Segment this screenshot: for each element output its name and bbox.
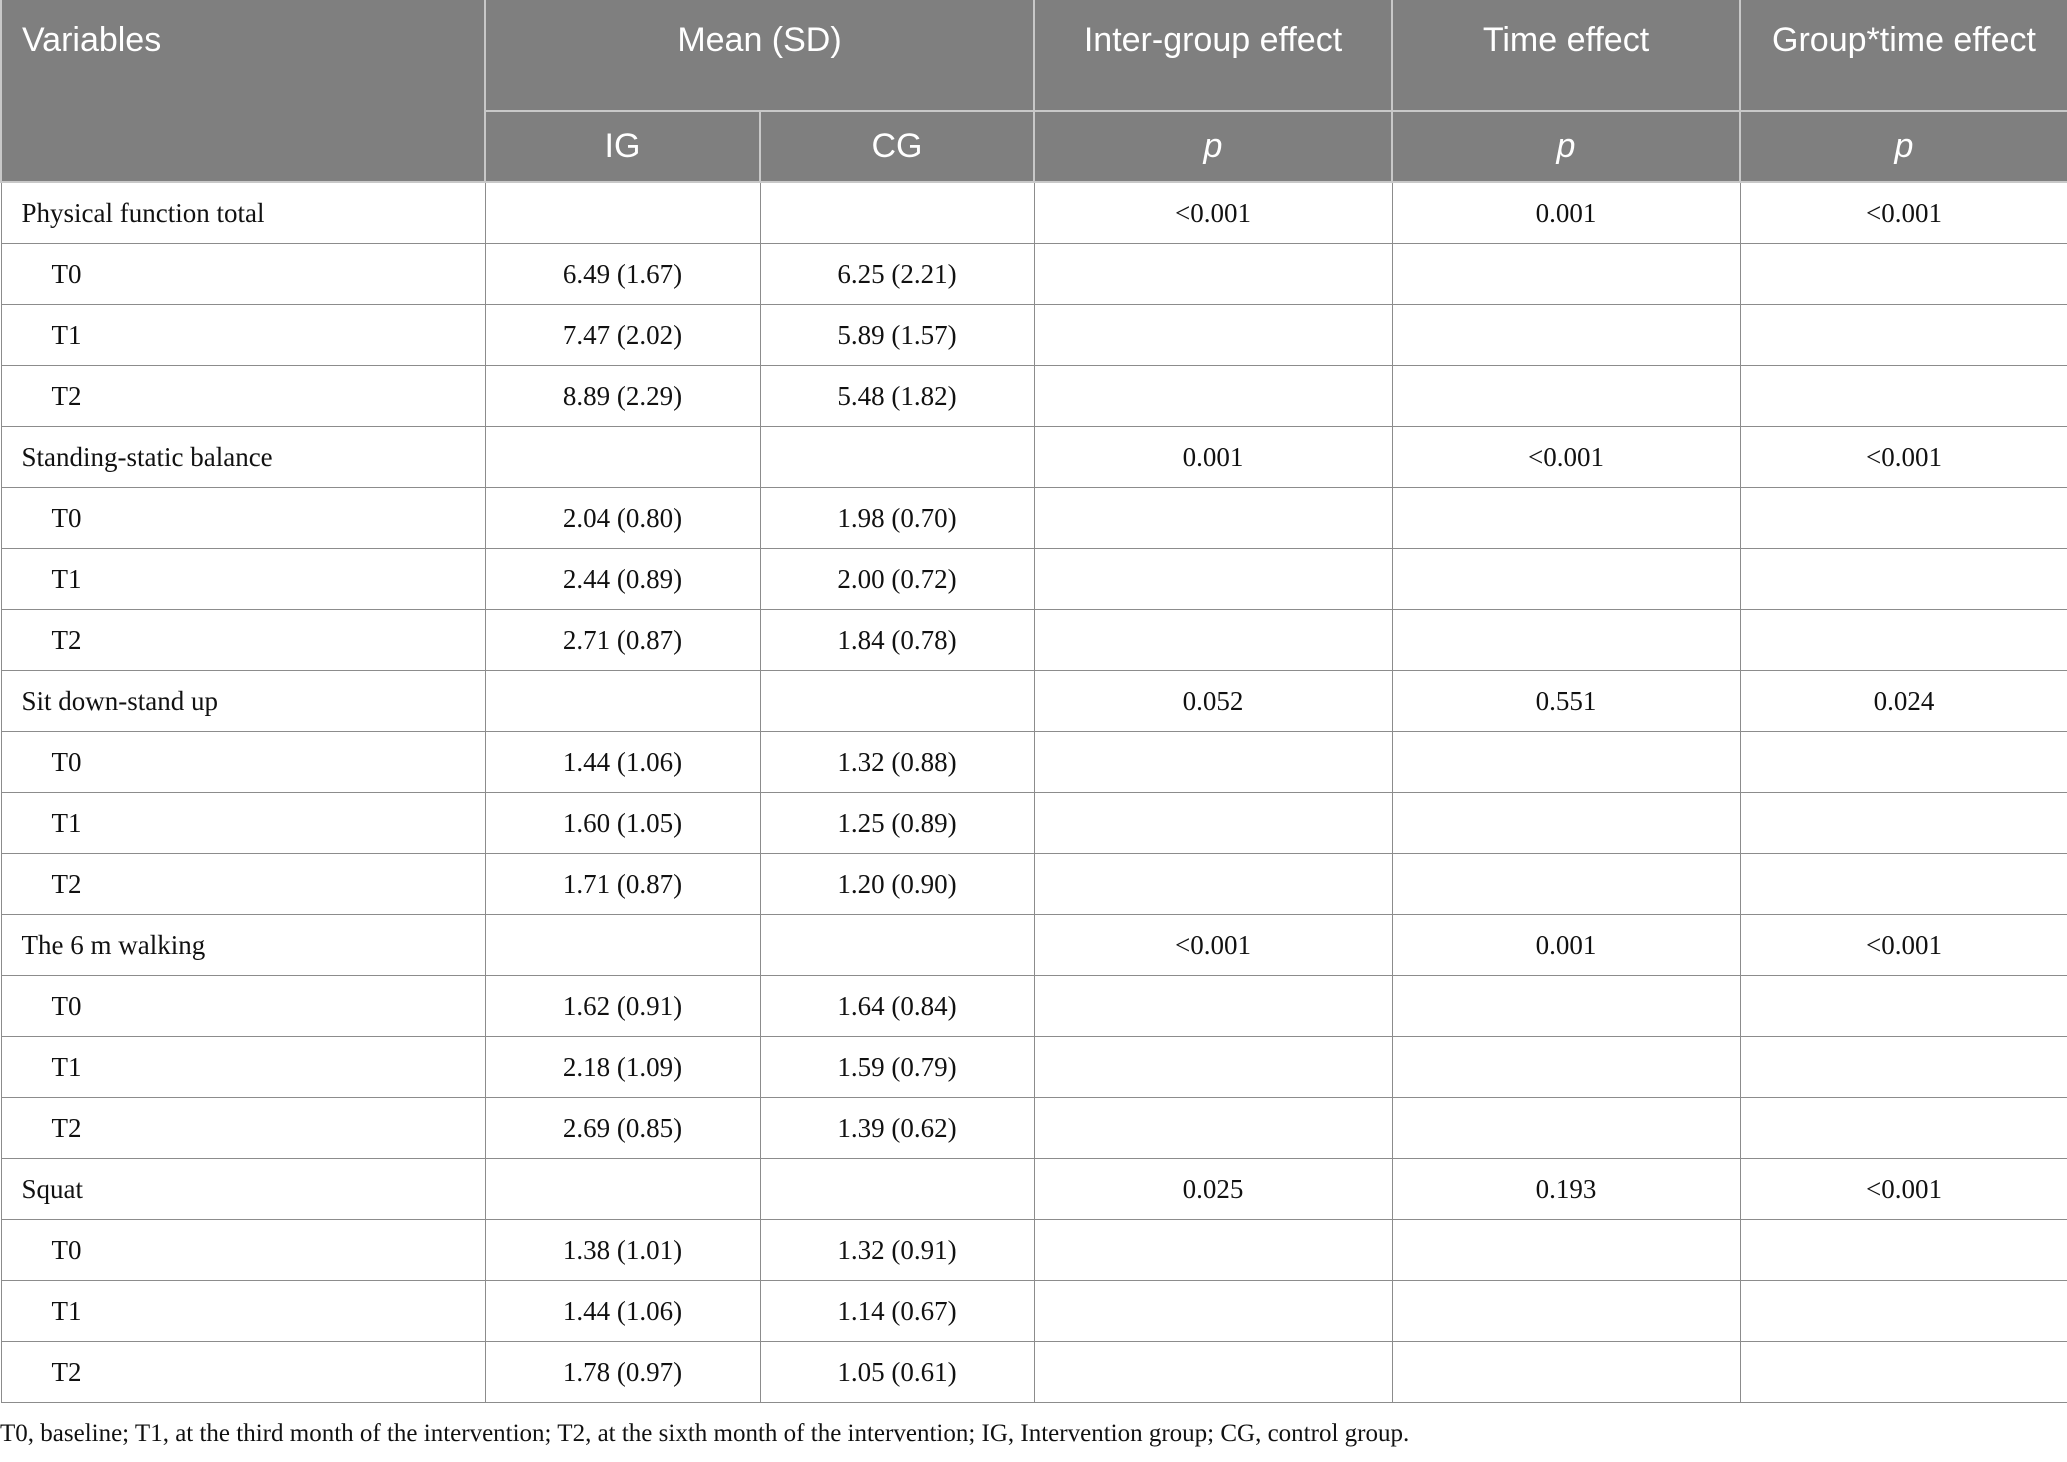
table-row [1, 1219, 2067, 1280]
cell-group-time-p: <0.001 [1740, 426, 2067, 487]
cell-cg-mean-sd: 1.14 (0.67) [760, 1280, 1034, 1341]
cell-inter-group-p [1034, 487, 1392, 548]
cell-cg-mean-sd: 1.20 (0.90) [760, 853, 1034, 914]
cell-inter-group-p [1034, 731, 1392, 792]
table-row [1, 426, 2067, 487]
variable-label: Standing-static balance [1, 426, 485, 487]
cell-group-time-p [1740, 792, 2067, 853]
cell-inter-group-p [1034, 975, 1392, 1036]
cell-inter-group-p [1034, 1219, 1392, 1280]
table-row [1, 487, 2067, 548]
cell-inter-group-p [1034, 1280, 1392, 1341]
cell-ig-mean-sd: 2.04 (0.80) [485, 487, 760, 548]
table-row [1, 914, 2067, 975]
header-mean-sd: Mean (SD) [485, 0, 1034, 111]
cell-inter-group-p [1034, 853, 1392, 914]
cell-inter-group-p: 0.001 [1034, 426, 1392, 487]
table-row [1, 1036, 2067, 1097]
cell-inter-group-p [1034, 609, 1392, 670]
table-row [1, 609, 2067, 670]
cell-cg-mean-sd: 2.00 (0.72) [760, 548, 1034, 609]
timepoint-label: T2 [1, 365, 485, 426]
cell-ig-mean-sd: 7.47 (2.02) [485, 304, 760, 365]
cell-inter-group-p [1034, 1036, 1392, 1097]
timepoint-label: T2 [1, 609, 485, 670]
timepoint-label: T1 [1, 792, 485, 853]
cell-inter-group-p [1034, 548, 1392, 609]
cell-inter-group-p: 0.052 [1034, 670, 1392, 731]
cell-cg-mean-sd [760, 670, 1034, 731]
variable-label: Squat [1, 1158, 485, 1219]
cell-ig-mean-sd [485, 914, 760, 975]
cell-group-time-p [1740, 548, 2067, 609]
cell-inter-group-p: <0.001 [1034, 914, 1392, 975]
cell-group-time-p: <0.001 [1740, 1158, 2067, 1219]
cell-time-p [1392, 609, 1740, 670]
timepoint-label: T2 [1, 1341, 485, 1402]
cell-time-p [1392, 1036, 1740, 1097]
cell-cg-mean-sd: 1.84 (0.78) [760, 609, 1034, 670]
cell-group-time-p [1740, 975, 2067, 1036]
cell-time-p [1392, 487, 1740, 548]
cell-ig-mean-sd: 1.44 (1.06) [485, 1280, 760, 1341]
header-p-group-time: p [1740, 111, 2067, 182]
table-row [1, 792, 2067, 853]
variable-label: Physical function total [1, 182, 485, 243]
header-cg: CG [760, 111, 1034, 182]
table-row [1, 1280, 2067, 1341]
timepoint-label: T2 [1, 853, 485, 914]
cell-cg-mean-sd: 1.64 (0.84) [760, 975, 1034, 1036]
table-row [1, 365, 2067, 426]
timepoint-label: T0 [1, 1219, 485, 1280]
cell-group-time-p [1740, 304, 2067, 365]
table-body [1, 182, 2067, 1402]
timepoint-label: T1 [1, 304, 485, 365]
cell-cg-mean-sd [760, 426, 1034, 487]
cell-time-p [1392, 792, 1740, 853]
cell-cg-mean-sd: 5.48 (1.82) [760, 365, 1034, 426]
cell-ig-mean-sd [485, 426, 760, 487]
cell-time-p: <0.001 [1392, 426, 1740, 487]
timepoint-label: T0 [1, 731, 485, 792]
table-footnote: T0, baseline; T1, at the third month of the intervention; T2, at the sixth month of the intervention; IG, Intervention group; CG, control group. [0, 1420, 1410, 1447]
cell-ig-mean-sd: 1.38 (1.01) [485, 1219, 760, 1280]
cell-time-p [1392, 365, 1740, 426]
cell-ig-mean-sd: 1.71 (0.87) [485, 853, 760, 914]
header-group-time-effect: Group*time effect [1740, 0, 2067, 111]
timepoint-label: T1 [1, 548, 485, 609]
cell-ig-mean-sd: 1.78 (0.97) [485, 1341, 760, 1402]
table-row [1, 975, 2067, 1036]
header-inter-group-effect: Inter-group effect [1034, 0, 1392, 111]
header-time-effect: Time effect [1392, 0, 1740, 111]
cell-group-time-p [1740, 243, 2067, 304]
cell-cg-mean-sd: 5.89 (1.57) [760, 304, 1034, 365]
cell-time-p [1392, 1219, 1740, 1280]
cell-time-p [1392, 1280, 1740, 1341]
cell-ig-mean-sd [485, 670, 760, 731]
timepoint-label: T1 [1, 1280, 485, 1341]
variable-label: The 6 m walking [1, 914, 485, 975]
header-p-time: p [1392, 111, 1740, 182]
table-row [1, 304, 2067, 365]
cell-ig-mean-sd [485, 182, 760, 243]
cell-group-time-p [1740, 609, 2067, 670]
header-ig: IG [485, 111, 760, 182]
cell-time-p [1392, 304, 1740, 365]
cell-group-time-p [1740, 1097, 2067, 1158]
cell-time-p [1392, 243, 1740, 304]
cell-cg-mean-sd: 1.59 (0.79) [760, 1036, 1034, 1097]
cell-ig-mean-sd: 8.89 (2.29) [485, 365, 760, 426]
cell-group-time-p [1740, 1219, 2067, 1280]
cell-ig-mean-sd: 2.69 (0.85) [485, 1097, 760, 1158]
cell-ig-mean-sd: 6.49 (1.67) [485, 243, 760, 304]
cell-group-time-p [1740, 853, 2067, 914]
table-row [1, 243, 2067, 304]
cell-ig-mean-sd: 2.18 (1.09) [485, 1036, 760, 1097]
timepoint-label: T0 [1, 487, 485, 548]
table-row [1, 670, 2067, 731]
timepoint-label: T2 [1, 1097, 485, 1158]
cell-ig-mean-sd: 2.71 (0.87) [485, 609, 760, 670]
cell-ig-mean-sd: 1.44 (1.06) [485, 731, 760, 792]
cell-cg-mean-sd: 6.25 (2.21) [760, 243, 1034, 304]
table-row [1, 548, 2067, 609]
table-row [1, 731, 2067, 792]
cell-group-time-p [1740, 487, 2067, 548]
cell-group-time-p [1740, 731, 2067, 792]
cell-cg-mean-sd [760, 182, 1034, 243]
cell-group-time-p [1740, 1341, 2067, 1402]
cell-group-time-p [1740, 365, 2067, 426]
cell-time-p [1392, 548, 1740, 609]
cell-time-p: 0.001 [1392, 182, 1740, 243]
cell-cg-mean-sd: 1.98 (0.70) [760, 487, 1034, 548]
table-row [1, 853, 2067, 914]
cell-group-time-p: <0.001 [1740, 914, 2067, 975]
table-row [1, 1158, 2067, 1219]
cell-time-p: 0.193 [1392, 1158, 1740, 1219]
cell-group-time-p [1740, 1036, 2067, 1097]
cell-cg-mean-sd: 1.32 (0.91) [760, 1219, 1034, 1280]
cell-group-time-p: <0.001 [1740, 182, 2067, 243]
cell-inter-group-p [1034, 304, 1392, 365]
cell-inter-group-p [1034, 365, 1392, 426]
cell-time-p [1392, 1097, 1740, 1158]
header-row-1 [1, 0, 2067, 111]
cell-inter-group-p [1034, 243, 1392, 304]
cell-time-p [1392, 853, 1740, 914]
cell-inter-group-p [1034, 792, 1392, 853]
cell-ig-mean-sd: 1.60 (1.05) [485, 792, 760, 853]
timepoint-label: T0 [1, 975, 485, 1036]
cell-ig-mean-sd [485, 1158, 760, 1219]
cell-cg-mean-sd [760, 914, 1034, 975]
cell-cg-mean-sd: 1.05 (0.61) [760, 1341, 1034, 1402]
cell-inter-group-p [1034, 1341, 1392, 1402]
cell-time-p: 0.001 [1392, 914, 1740, 975]
cell-inter-group-p: 0.025 [1034, 1158, 1392, 1219]
cell-time-p [1392, 975, 1740, 1036]
variable-label: Sit down-stand up [1, 670, 485, 731]
cell-ig-mean-sd: 2.44 (0.89) [485, 548, 760, 609]
cell-cg-mean-sd: 1.39 (0.62) [760, 1097, 1034, 1158]
timepoint-label: T1 [1, 1036, 485, 1097]
cell-time-p: 0.551 [1392, 670, 1740, 731]
cell-inter-group-p [1034, 1097, 1392, 1158]
cell-group-time-p [1740, 1280, 2067, 1341]
table-row [1, 182, 2067, 243]
cell-inter-group-p: <0.001 [1034, 182, 1392, 243]
cell-cg-mean-sd [760, 1158, 1034, 1219]
timepoint-label: T0 [1, 243, 485, 304]
cell-cg-mean-sd: 1.32 (0.88) [760, 731, 1034, 792]
table-header [1, 0, 2067, 182]
cell-ig-mean-sd: 1.62 (0.91) [485, 975, 760, 1036]
header-variables: Variables [1, 0, 485, 182]
cell-time-p [1392, 1341, 1740, 1402]
header-p-inter: p [1034, 111, 1392, 182]
cell-time-p [1392, 731, 1740, 792]
table-row [1, 1341, 2067, 1402]
table-row [1, 1097, 2067, 1158]
cell-cg-mean-sd: 1.25 (0.89) [760, 792, 1034, 853]
cell-group-time-p: 0.024 [1740, 670, 2067, 731]
